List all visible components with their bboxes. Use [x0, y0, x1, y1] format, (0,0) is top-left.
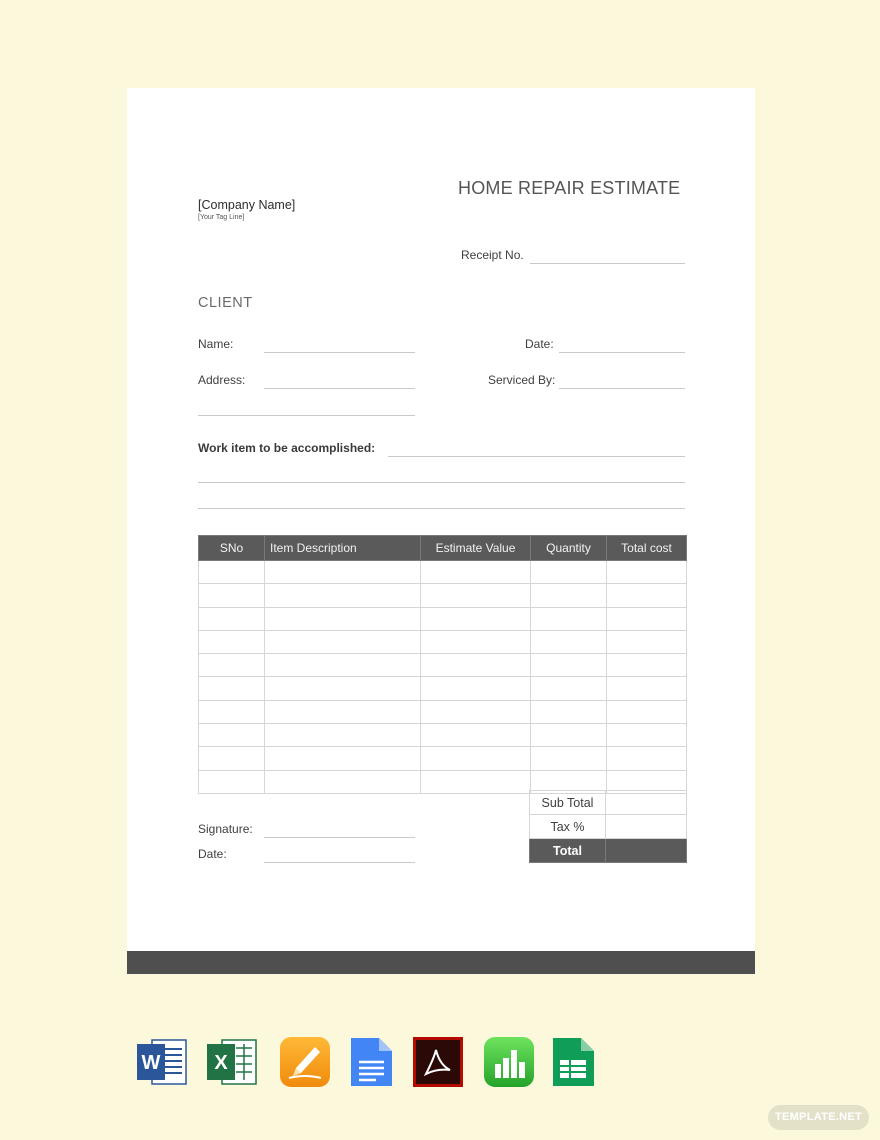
serviced-by-label: Serviced By: — [488, 373, 556, 387]
table-cell[interactable] — [607, 630, 687, 653]
signature-date-field[interactable] — [264, 862, 415, 863]
table-cell[interactable] — [199, 561, 265, 584]
table-row — [199, 584, 687, 607]
date-field[interactable] — [559, 352, 685, 353]
table-cell[interactable] — [607, 607, 687, 630]
pages-icon[interactable] — [279, 1036, 331, 1088]
table-cell[interactable] — [421, 561, 531, 584]
page-title: HOME REPAIR ESTIMATE — [458, 178, 681, 198]
total-label: Total — [530, 839, 606, 863]
table-cell[interactable] — [607, 561, 687, 584]
totals-table — [529, 790, 687, 863]
table-cell[interactable] — [199, 630, 265, 653]
google-sheets-icon[interactable] — [548, 1036, 600, 1088]
table-cell[interactable] — [421, 607, 531, 630]
table-cell[interactable] — [531, 700, 607, 723]
table-cell[interactable] — [531, 630, 607, 653]
table-cell[interactable] — [421, 747, 531, 770]
work-item-field-line-2[interactable] — [198, 482, 685, 483]
table-cell[interactable] — [607, 724, 687, 747]
tax-value-cell[interactable] — [606, 815, 687, 839]
excel-icon[interactable] — [206, 1036, 258, 1088]
table-cell[interactable] — [607, 700, 687, 723]
company-name: [Company Name] — [198, 198, 296, 212]
work-item-field-line-3[interactable] — [198, 508, 685, 509]
table-row — [199, 561, 687, 584]
signature-label: Signature: — [198, 822, 253, 836]
address-field[interactable] — [264, 388, 415, 389]
table-cell[interactable] — [607, 677, 687, 700]
signature-date-label: Date: — [198, 847, 227, 861]
name-field[interactable] — [264, 352, 415, 353]
subtotal-value-cell[interactable] — [606, 791, 687, 815]
table-cell[interactable] — [531, 584, 607, 607]
table-cell[interactable] — [265, 747, 421, 770]
serviced-by-field[interactable] — [559, 388, 685, 389]
footer-bar — [127, 951, 755, 974]
svg-text:W: W — [141, 1052, 161, 1074]
column-header: Estimate Value — [421, 536, 531, 561]
table-row — [199, 677, 687, 700]
address-field-line-2[interactable] — [198, 415, 415, 416]
table-cell[interactable] — [265, 561, 421, 584]
subtotal-row — [530, 791, 687, 815]
app-icons-row — [0, 1036, 880, 1092]
table-cell[interactable] — [199, 724, 265, 747]
table-cell[interactable] — [199, 607, 265, 630]
table-cell[interactable] — [607, 654, 687, 677]
table-cell[interactable] — [421, 630, 531, 653]
table-cell[interactable] — [265, 584, 421, 607]
table-cell[interactable] — [199, 770, 265, 793]
tax-row — [530, 815, 687, 839]
estimate-document — [127, 88, 755, 974]
signature-field[interactable] — [264, 837, 415, 838]
table-cell[interactable] — [265, 724, 421, 747]
table-cell[interactable] — [199, 700, 265, 723]
table-cell[interactable] — [531, 654, 607, 677]
table-cell[interactable] — [531, 561, 607, 584]
table-row — [199, 747, 687, 770]
table-cell[interactable] — [265, 607, 421, 630]
name-label: Name: — [198, 337, 234, 351]
items-table — [198, 535, 687, 794]
column-header: Quantity — [531, 536, 607, 561]
google-docs-icon[interactable] — [346, 1036, 398, 1088]
table-header-row — [199, 536, 687, 561]
table-cell[interactable] — [199, 747, 265, 770]
table-row — [199, 700, 687, 723]
svg-text:X: X — [214, 1052, 228, 1074]
column-header: SNo — [199, 536, 265, 561]
table-row — [199, 630, 687, 653]
table-cell[interactable] — [421, 584, 531, 607]
tax-label: Tax % — [530, 815, 606, 839]
table-row — [199, 654, 687, 677]
receipt-field[interactable] — [530, 263, 685, 264]
column-header: Item Description — [265, 536, 421, 561]
table-cell[interactable] — [607, 584, 687, 607]
column-header: Total cost — [607, 536, 687, 561]
table-cell[interactable] — [199, 584, 265, 607]
table-row — [199, 724, 687, 747]
table-cell[interactable] — [421, 724, 531, 747]
table-cell[interactable] — [531, 747, 607, 770]
subtotal-label: Sub Total — [530, 791, 606, 815]
company-tagline: [Your Tag Line] — [198, 214, 245, 221]
total-value-cell[interactable] — [606, 839, 687, 863]
table-cell[interactable] — [265, 770, 421, 793]
table-cell[interactable] — [421, 654, 531, 677]
table-cell[interactable] — [607, 747, 687, 770]
table-cell[interactable] — [531, 677, 607, 700]
table-cell[interactable] — [531, 724, 607, 747]
client-heading: CLIENT — [198, 295, 253, 311]
receipt-label: Receipt No. — [461, 248, 524, 262]
address-label: Address: — [198, 373, 246, 387]
table-cell[interactable] — [265, 677, 421, 700]
table-cell[interactable] — [421, 677, 531, 700]
table-cell[interactable] — [199, 677, 265, 700]
table-cell[interactable] — [421, 770, 531, 793]
work-item-label: Work item to be accomplished: — [198, 441, 376, 455]
total-row — [530, 839, 687, 863]
table-cell[interactable] — [265, 630, 421, 653]
word-icon[interactable] — [136, 1036, 188, 1088]
work-item-field[interactable] — [388, 456, 685, 457]
table-cell[interactable] — [421, 700, 531, 723]
table-cell[interactable] — [531, 607, 607, 630]
template-net-watermark: TEMPLATE.NET — [768, 1105, 869, 1130]
date-label: Date: — [525, 337, 554, 351]
pdf-icon[interactable] — [412, 1036, 464, 1088]
table-row — [199, 607, 687, 630]
table-cell[interactable] — [265, 654, 421, 677]
numbers-icon[interactable] — [483, 1036, 535, 1088]
table-cell[interactable] — [199, 654, 265, 677]
table-cell[interactable] — [265, 700, 421, 723]
